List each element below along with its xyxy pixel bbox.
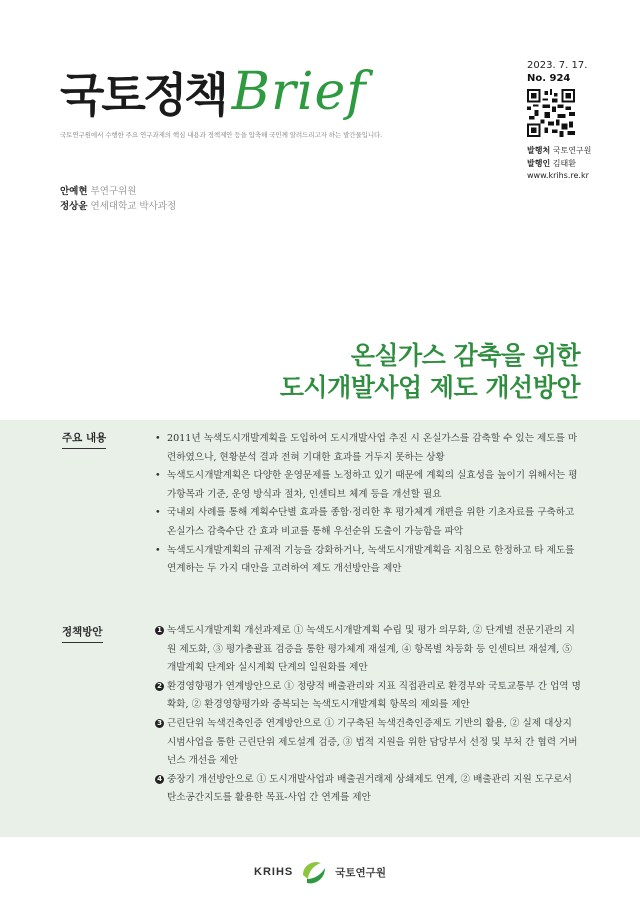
list-item: • 2011년 녹색도시개발계획을 도입하여 도시개발사업 추진 시 온실가스를 감축할 수 있는 제도를 마련하였으나, 현황분석 결과 전혀 기대한 효과를 거두지 못하는 상황 xyxy=(155,433,578,463)
number-badge: 4 xyxy=(155,775,164,784)
qr-code-icon[interactable] xyxy=(527,89,575,137)
list-item: 3 근린단위 녹색건축인증 연계방안으로 ① 기구축된 녹색건축인증제도 기반의 활용, ② 실제 대상지 시범사업을 통한 근린단위 제도설계 검증, ③ 법적 지원을 위한 담당부서 선정 및 부처 간 협력 거버넌스 개선을 제안 xyxy=(155,715,582,771)
org-name-korean: 국토연구원 xyxy=(335,866,386,879)
list-item: • 녹색도시개발계획은 다양한 운영문제를 노정하고 있기 때문에 계획의 실효성을 높이기 위해서는 평가항목과 기준, 운영 방식과 절차, 인센티브 체계 등을 개선할 필요 xyxy=(155,470,578,500)
website-link[interactable]: www.krihs.re.kr xyxy=(527,171,589,180)
org-name-english: KRIHS xyxy=(254,866,294,878)
author-name: 정상윤 xyxy=(60,201,88,212)
number-badge: 3 xyxy=(155,719,164,728)
author-role: 부연구위원 xyxy=(90,186,137,197)
list-item: • 녹색도시개발계획의 규제적 기능을 강화하거나, 녹색도시개발계획을 지침으로 한정하고 타 제도를 연계하는 두 가지 대안을 고려하여 제도 개선방안을 제안 xyxy=(155,544,575,575)
author xyxy=(60,183,136,197)
policy-list xyxy=(155,622,582,808)
list-item: • 국내외 사례를 통해 계획수단별 효과를 종합·정리한 후 평가체계 개편을 위한 기초자료를 구축하고 온실가스 감축수단 간 효과 비교를 통해 우선순위 도출이 가능함을 파악 xyxy=(155,507,575,537)
publication-logo xyxy=(60,48,367,122)
main-points-label: 주요 내용 xyxy=(62,430,106,449)
issue-date: 2023. 7. 17. xyxy=(527,60,588,71)
report-title-line2: 도시개발사업 제도 개선방안 xyxy=(279,373,580,402)
logo-korean: 국토정책 xyxy=(60,68,226,122)
issuer: 발행인 김태환 xyxy=(527,159,576,168)
author-role: 연세대학교 박사과정 xyxy=(90,201,177,212)
author xyxy=(60,198,176,212)
tagline: 국토연구원에서 수행한 주요 연구과제의 핵심 내용과 정책제안 등을 압축해 국민께 알려드리고자 하는 발간물입니다. xyxy=(60,131,383,139)
policy-label: 정책방안 xyxy=(62,624,103,643)
number-badge: 2 xyxy=(155,682,164,691)
list-item: 2 환경영향평가 연계방안으로 ① 정량적 배출관리와 지표 직접관리로 환경부와 국토교통부 간 업역 명확화, ② 환경영향평가와 중복되는 녹색도시개발계획 항목의 제외를 제안 xyxy=(155,678,582,715)
author-name: 안예현 xyxy=(60,186,88,197)
list-item: 1 녹색도시개발계획 개선과제로 ① 녹색도시개발계획 수립 및 평가 의무화, ② 단계별 전문기관의 지원 제도화, ③ 평가총괄표 검증을 통한 평가체계 재설계, ④ 항목별 차등화 등 인센티브 재설계, ⑤ 개발계획 단계와 실시계획 단계의 일원화를 제안 xyxy=(155,622,582,678)
number-badge: 1 xyxy=(155,626,164,635)
issue-number: No. 924 xyxy=(527,73,571,84)
list-item: 4 중장기 개선방안으로 ① 도시개발사업과 배출권거래제 상쇄제도 연계, ② 배출관리 지원 도구로서 탄소공간지도를 활용한 목표-사업 간 연계를 제안 xyxy=(155,771,582,808)
main-points-list xyxy=(155,430,582,579)
footer xyxy=(0,852,640,892)
krihs-leaf-logo-icon xyxy=(299,857,329,887)
logo-english: Brief xyxy=(231,62,367,122)
report-title-line1: 온실가스 감축을 위한 xyxy=(350,341,580,370)
publisher: 발행처 국토연구원 xyxy=(527,146,592,155)
